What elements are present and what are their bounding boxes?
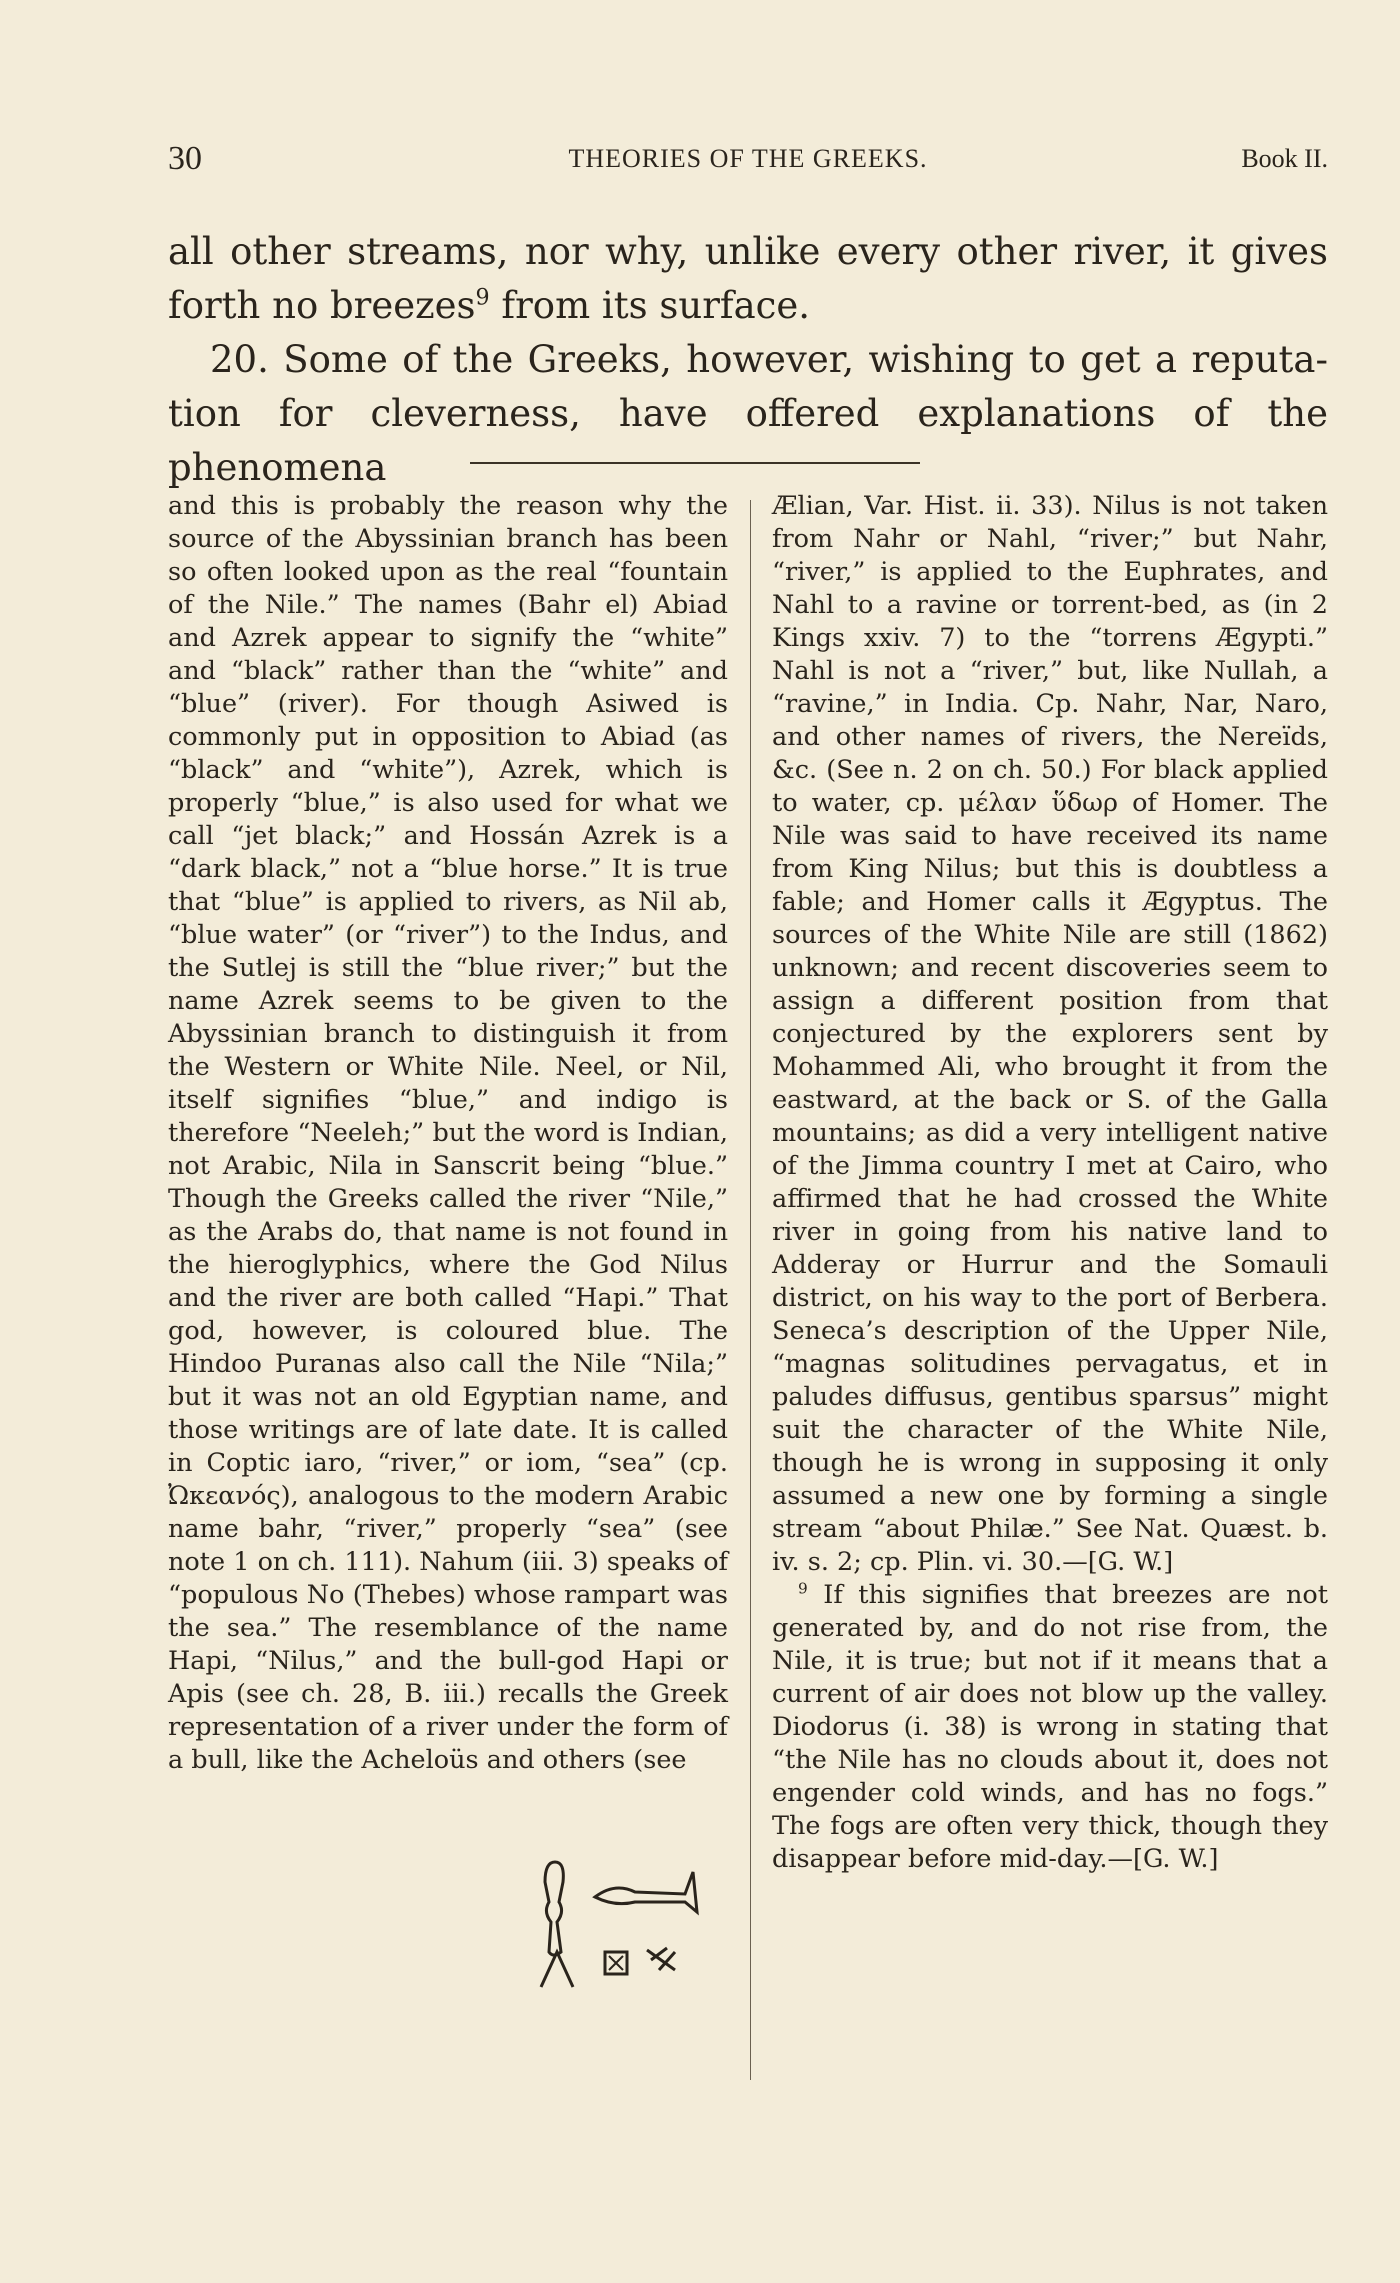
footnote-marker: 9 xyxy=(475,284,490,311)
footnote-text-right: Ælian, Var. Hist. ii. 33). Nilus is not taken from Nahr or Nahl, “river;” but Nahr, “river,” is applied to the Euphrates, and Nahl to a ravine or torrent-bed, as (in 2 Kings xxiv. 7) to the “torrens Ægypti.” Nahl is not a “river,” but, like Nullah, a “ravine,” in India. Cp. Nahr, Nar, Naro, and other names of rivers, the Nereïds, &c. (See n. 2 on ch. 50.) For black applied to water, cp. μέλαν ὕδωρ of Homer. The Nile was said to have received its name from King Nilus; but this is doubtless a fable; and Homer calls it Ægyptus. The sources of the White Nile are still (1862) unknown; and recent discoveries seem to assign a different position from that conjectured by the explorers sent by Mohammed Ali, who brought it from the eastward, at the back or S. of the Galla mountains; as did a very intelligent native of the Jimma country I met at Cairo, who affirmed that he had crossed the White river in going from his native land to Adderay or Hurrur and the Somauli district, on his way to the port of Berbera. Seneca’s description of the Upper Nile, “magnas solitudines pervagatus, et in paludes diffusus, gentibus sparsus” might suit the character of the White Nile, though he is wrong in supposing it only assumed a new one by forming a single stream “about Philæ.” See Nat. Quæst. b. iv. s. 2; cp. Plin. vi. 30.—[G. W.] xyxy=(772,491,1328,1577)
running-title: THEORIES OF THE GREEKS. xyxy=(568,144,928,173)
main-line-text: from its surface. xyxy=(489,284,811,327)
paragraph-20-start: 20. Some of the Greeks, however, wishing to get a reputa- xyxy=(210,338,1328,381)
column-divider xyxy=(750,500,751,2080)
main-text xyxy=(168,225,1328,495)
main-line: all other streams, nor why, unlike every other river, it gives xyxy=(168,230,1328,273)
page-number: 30 xyxy=(168,140,202,177)
footnote-column-right xyxy=(772,490,1328,1876)
book-reference: Book II. xyxy=(1241,144,1328,173)
main-line: tion for cleverness, have offered explanations of the phenomena xyxy=(168,392,1328,489)
footnote-9 xyxy=(772,1579,1328,1876)
footnote-9-text: If this signifies that breezes are not generated by, and do not rise from, the Nile, it is true; but not if it means that a current of air does not blow up the valley. Diodorus (i. 38) is wrong in stating that “the Nile has no clouds about it, does not engender cold winds, and has no fogs.” The fogs are often very thick, though they disappear before mid-day.—[G. W.] xyxy=(772,1580,1328,1874)
section-rule xyxy=(470,462,920,464)
hieroglyph-hapi-icon xyxy=(535,1852,710,1992)
footnote-column-left xyxy=(168,490,728,1777)
main-line xyxy=(168,279,1328,333)
main-line-text: forth no breezes xyxy=(168,284,476,327)
footnote-number: 9 xyxy=(798,1579,808,1598)
running-header xyxy=(168,140,1328,180)
footnote-text-left: and this is probably the reason why the source of the Abyssinian branch has been so often looked upon as the real “fountain of the Nile.” The names (Bahr el) Abiad and Azrek appear to signify the “white” and “black” rather than the “white” and “blue” (river). For though Asiwed is commonly put in opposition to Abiad (as “black” and “white”), Azrek, which is properly “blue,” is also used for what we call “jet black;” and Hossán Azrek is a “dark black,” not a “blue horse.” It is true that “blue” is applied to rivers, as Nil ab, “blue water” (or “river”) to the Indus, and the Sutlej is still the “blue river;” but the name Azrek seems to be given to the Abyssinian branch to distinguish it from the Western or White Nile. Neel, or Nil, itself signifies “blue,” and indigo is therefore “Neeleh;” but the word is Indian, not Arabic, Nila in Sanscrit being “blue.” Though the Greeks called the river “Nile,” as the Arabs do, that name is not found in the hieroglyphics, where the God Nilus and the river are both called “Hapi.” That god, however, is coloured blue. The Hindoo Puranas also call the Nile “Nila;” but it was not an old Egyptian name, and those writings are of late date. It is called in Coptic iaro, “river,” or iom, “sea” (cp. Ὠκεανός), analogous to the modern Arabic name bahr, “river,” properly “sea” (see note 1 on ch. 111). Nahum (iii. 3) speaks of “populous No (Thebes) whose rampart was the sea.” The resemblance of the name Hapi, “Nilus,” and the bull-god Hapi or Apis (see ch. 28, B. iii.) recalls the Greek representation of a river under the form of a bull, like the Acheloüs and others (see xyxy=(168,491,728,1775)
